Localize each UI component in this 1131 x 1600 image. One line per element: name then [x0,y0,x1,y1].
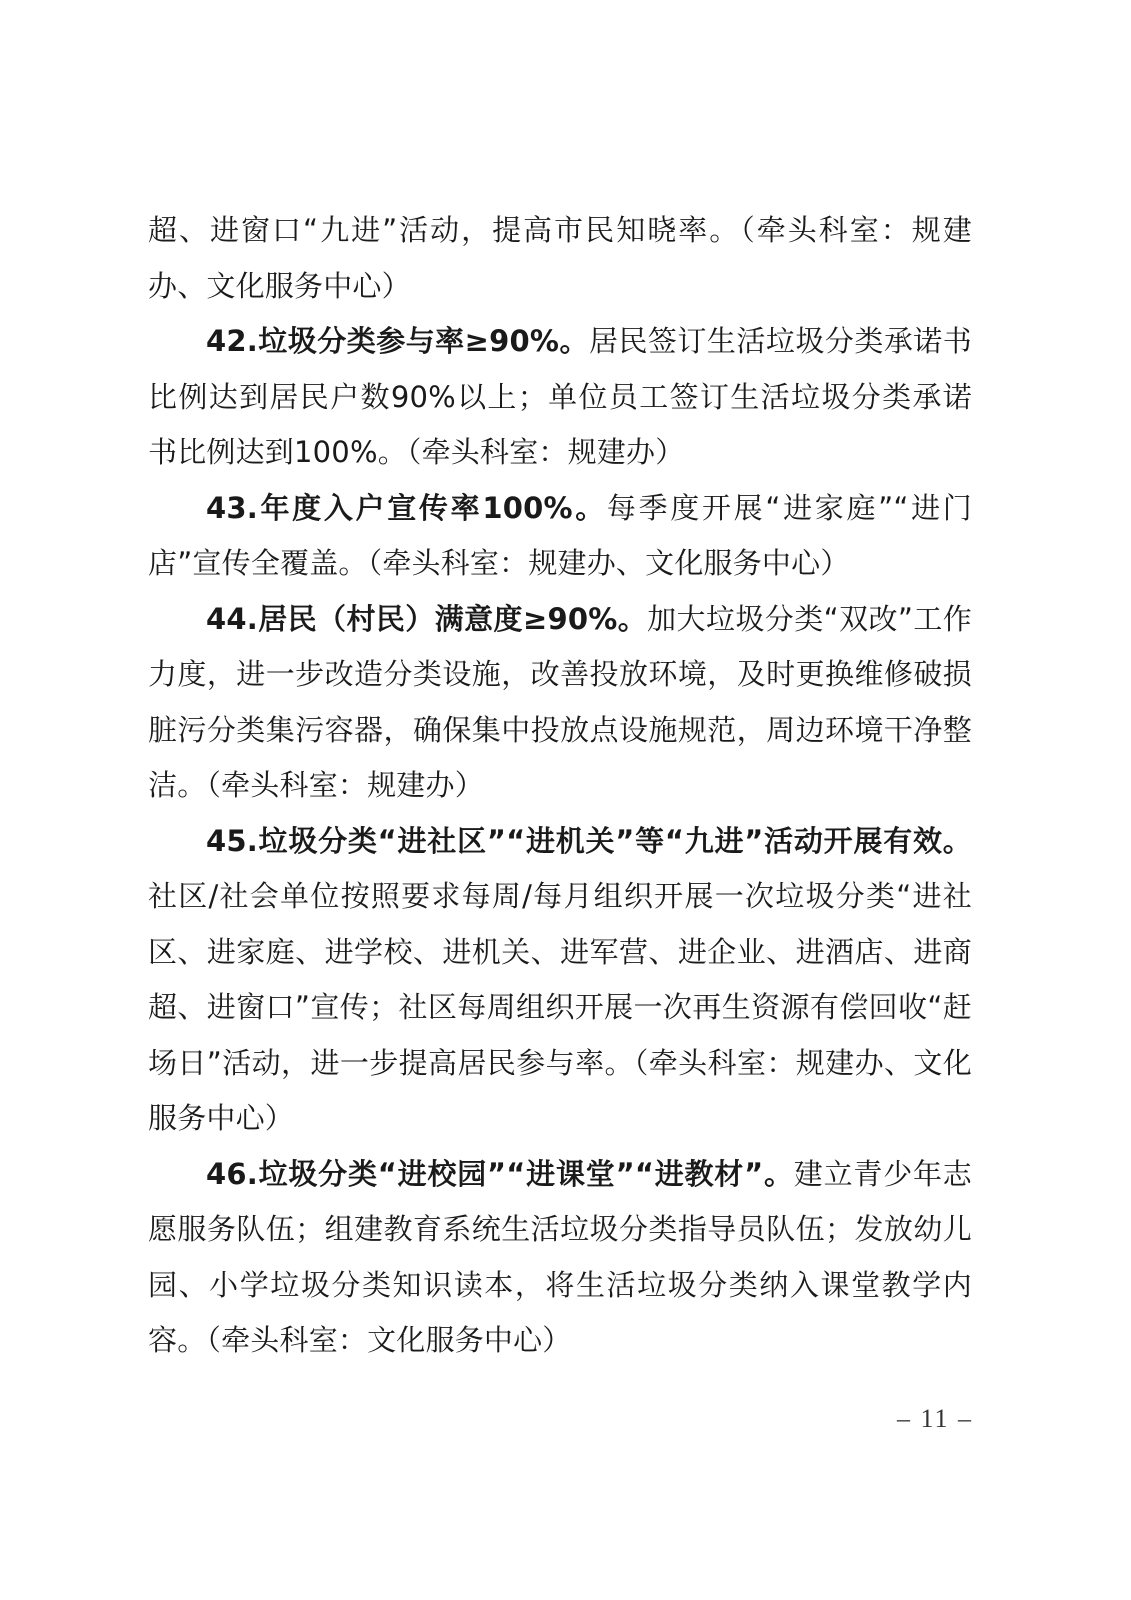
paragraph-heading: 43.年度入户宣传率100%。 [206,490,607,525]
paragraph-heading: 46.垃圾分类“进校园”“进课堂”“进教材”。 [206,1156,794,1191]
paragraph-heading: 45.垃圾分类“进社区”“进机关”等“九进”活动开展有效。 [206,823,972,858]
paragraph-text: 每季度开展“进家庭”“进门店”宣传全覆盖。（牵头科室：规建办、文化服务中心） [148,490,972,580]
paragraph-text: 社区/社会单位按照要求每周/每月组织开展一次垃圾分类“进社区、进家庭、进学校、进机关、进军营、进企业、进酒店、进商超、进窗口”宣传；社区每周组织开展一次再生资源有偿回收“赶场日”活动，进一步提高居民参与率。（牵头科室：规建办、文化服务中心） [148,879,972,1135]
paragraph-item-46 [148,1147,972,1369]
document-body [148,203,972,1369]
paragraph-item-42 [148,314,972,481]
paragraph-item-45 [148,814,972,1147]
paragraph-heading: 42.垃圾分类参与率≥90%。 [206,324,589,358]
page-number: – 11 – [896,1404,973,1433]
paragraph-continuation [148,203,972,314]
paragraph-item-43 [148,481,972,592]
paragraph-text: 超、进窗口“九进”活动，提高市民知晓率。（牵头科室：规建办、文化服务中心） [148,213,972,303]
paragraph-heading: 44.居民（村民）满意度≥90%。 [206,601,648,636]
paragraph-text: 建立青少年志愿服务队伍；组建教育系统生活垃圾分类指导员队伍；发放幼儿园、小学垃圾分类知识读本，将生活垃圾分类纳入课堂教学内容。（牵头科室：文化服务中心） [148,1156,972,1357]
paragraph-text: 居民签订生活垃圾分类承诺书比例达到居民户数90%以上；单位员工签订生活垃圾分类承诺书比例达到100%。（牵头科室：规建办） [148,324,972,469]
paragraph-text: 加大垃圾分类“双改”工作力度，进一步改造分类设施，改善投放环境，及时更换维修破损脏污分类集污容器，确保集中投放点设施规范，周边环境干净整洁。（牵头科室：规建办） [148,601,972,802]
paragraph-item-44 [148,592,972,814]
